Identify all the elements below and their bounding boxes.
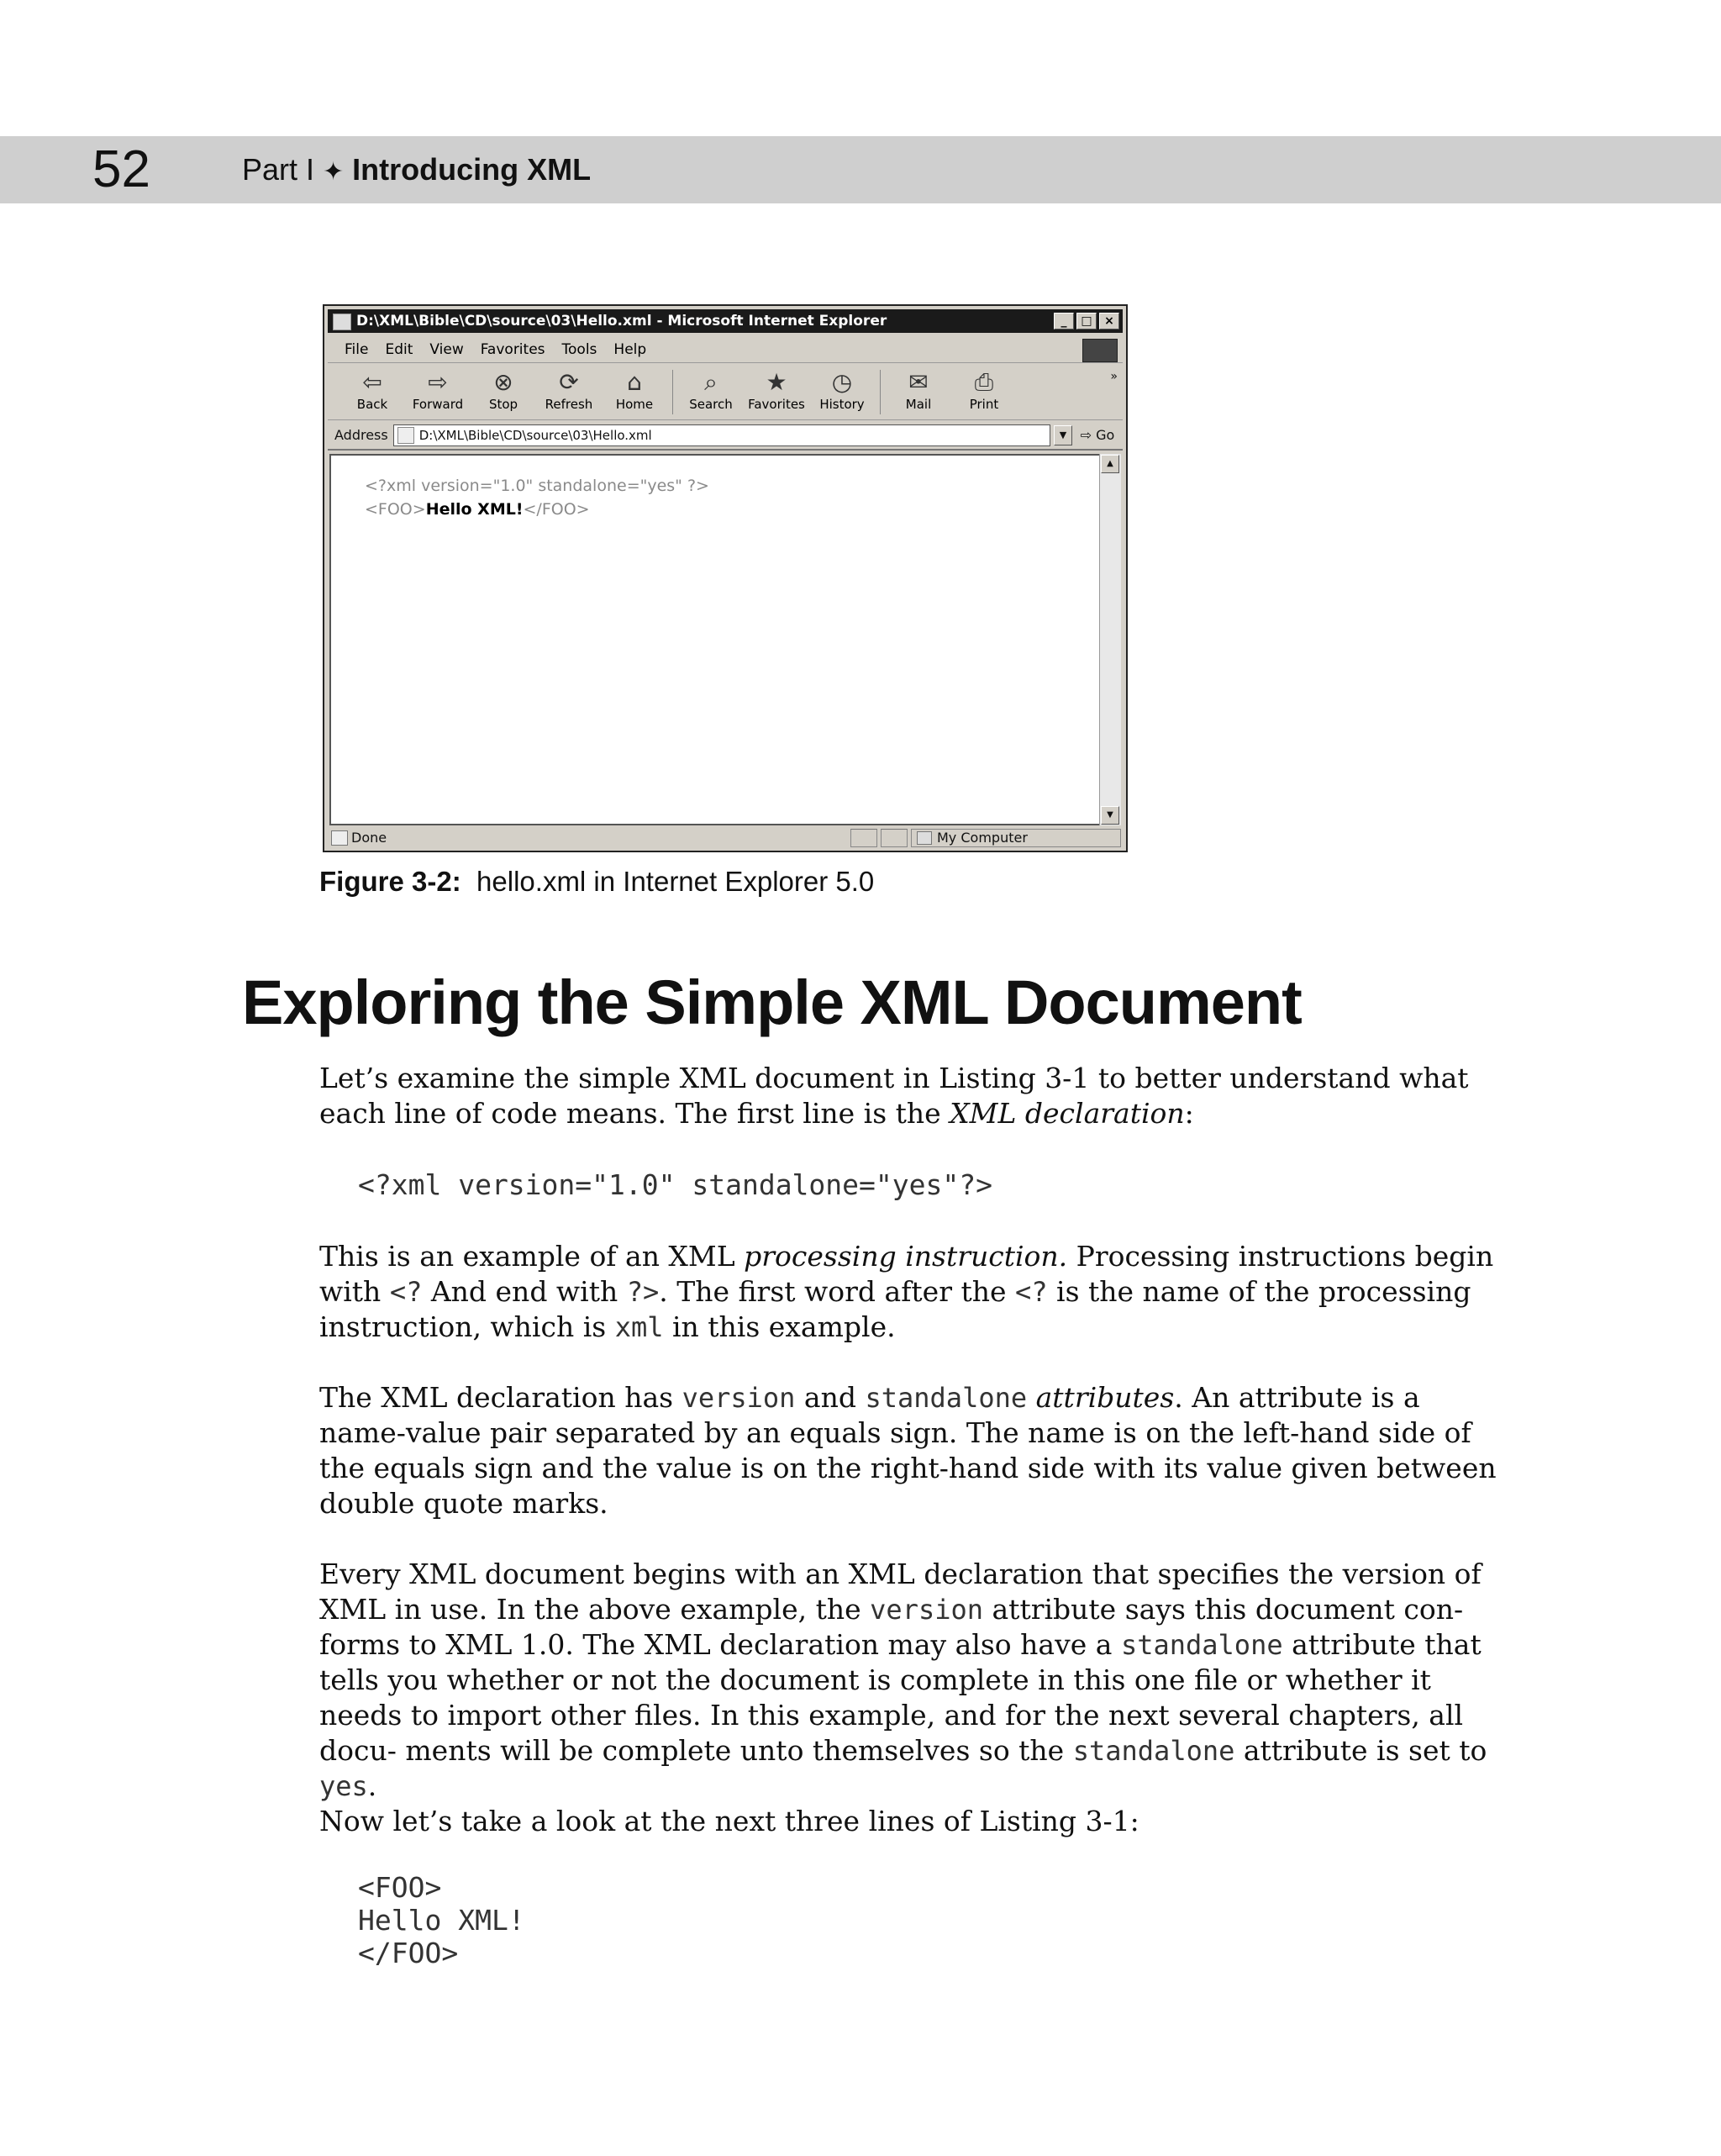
inline-code: yes	[319, 1770, 368, 1802]
chevron-down-icon[interactable]: ▼	[1054, 425, 1072, 445]
browser-window-figure	[323, 304, 1128, 852]
chevron-more-icon[interactable]: »	[1110, 370, 1118, 383]
close-icon[interactable]: ×	[1099, 313, 1119, 329]
home-icon: ⌂	[627, 368, 642, 396]
para1-emphasis: XML declaration	[950, 1097, 1185, 1130]
menu-favorites[interactable]: Favorites	[480, 341, 545, 358]
vertical-scrollbar[interactable]	[1099, 454, 1121, 825]
section-heading: Exploring the Simple XML Document	[242, 967, 1302, 1037]
paragraph-5: Now let’s take a look at the next three lines of Listing 3-1:	[319, 1805, 1139, 1837]
paragraph-2	[319, 1239, 1513, 1345]
para2-text: Processing instructions begin with	[319, 1240, 1494, 1308]
para4-text: attribute is set to	[1234, 1734, 1487, 1767]
go-button[interactable]	[1072, 421, 1123, 450]
standard-toolbar	[328, 365, 1123, 420]
page-icon	[397, 427, 414, 444]
paragraph-4	[319, 1557, 1513, 1804]
refresh-icon: ⟳	[559, 368, 579, 396]
print-label: Print	[969, 397, 999, 412]
toolbar-separator	[672, 370, 673, 414]
favorites-button[interactable]	[744, 365, 809, 419]
window-titlebar	[328, 309, 1123, 333]
diamond-separator-icon: ✦	[323, 158, 345, 186]
favorites-icon: ★	[766, 368, 787, 396]
page-done-icon	[331, 830, 348, 846]
foo-close-tag: </FOO>	[523, 500, 590, 519]
go-arrow-icon: ⇨	[1080, 427, 1092, 443]
para4-text: .	[367, 1769, 377, 1802]
favorites-label: Favorites	[748, 397, 805, 412]
address-value: D:\XML\Bible\CD\source\03\Hello.xml	[418, 428, 652, 443]
stop-icon: ⊗	[493, 368, 513, 396]
status-cell	[850, 829, 877, 847]
home-label: Home	[615, 397, 654, 412]
para1-text: Let’s examine the simple XML document in Listing 3-1 to better understand what each line of code means. The first line is the	[319, 1062, 1469, 1130]
print-button[interactable]	[951, 365, 1017, 419]
forward-arrow-icon: ⇨	[428, 368, 448, 396]
inline-code: ?>	[626, 1276, 660, 1308]
forward-button[interactable]	[405, 365, 471, 419]
security-zone	[911, 829, 1121, 847]
para2-text: in this example.	[663, 1310, 896, 1343]
back-arrow-icon: ⇦	[362, 368, 382, 396]
xml-declaration-line: <?xml version="1.0" standalone="yes" ?>	[365, 477, 709, 495]
menu-edit[interactable]: Edit	[385, 341, 413, 358]
mail-button[interactable]	[886, 365, 951, 419]
address-bar	[328, 422, 1123, 451]
forward-label: Forward	[412, 397, 464, 412]
code-line: Hello XML!	[358, 1904, 525, 1937]
paragraph-1	[319, 1061, 1513, 1131]
menu-view[interactable]: View	[429, 341, 464, 358]
code-line: </FOO>	[358, 1937, 459, 1969]
foo-open-tag: <FOO>	[365, 500, 426, 519]
search-icon: ⌕	[704, 368, 718, 396]
menu-tools[interactable]: Tools	[561, 341, 597, 358]
inline-code: xml	[614, 1311, 664, 1343]
windows-logo-icon	[1082, 339, 1118, 362]
para2-emphasis: processing instruction.	[744, 1240, 1068, 1273]
zone-label: My Computer	[937, 830, 1028, 846]
browser-content	[329, 454, 1099, 825]
page-number: 52	[92, 140, 150, 198]
back-label: Back	[356, 397, 388, 412]
search-label: Search	[689, 397, 733, 412]
paragraph-3	[319, 1380, 1513, 1521]
menu-help[interactable]: Help	[613, 341, 647, 358]
inline-code: version	[682, 1382, 796, 1414]
go-label: Go	[1096, 427, 1115, 443]
para3-text: . An attribute is a name-value pair separated by an equals sign. The name is on the left-hand side of the equals sign and the value is on the right-hand side with its value given between double quote marks.	[319, 1381, 1497, 1520]
para2-text: And end with	[422, 1275, 627, 1308]
refresh-button[interactable]	[536, 365, 602, 419]
foo-text: Hello XML!	[425, 500, 524, 519]
toolbar-separator	[880, 370, 881, 414]
maximize-icon[interactable]: □	[1076, 313, 1097, 329]
para3-emphasis: attributes	[1035, 1381, 1175, 1414]
menu-file[interactable]: File	[345, 341, 369, 358]
para4-text: attribute says this document con- forms to XML 1.0. The XML declaration may also have a	[319, 1593, 1464, 1661]
window-controls	[1054, 313, 1119, 329]
inline-code: standalone	[1120, 1629, 1283, 1661]
inline-code: <?	[389, 1276, 423, 1308]
status-bar	[328, 827, 1123, 849]
inline-code: standalone	[1072, 1735, 1235, 1767]
para4-text: attribute that tells you whether or not the document is complete in this one file or whether it needs to import other files. In this example, and for the next several chapters, all docu- ments will be complete unto themselves so the	[319, 1628, 1482, 1767]
window-title: D:\XML\Bible\CD\source\03\Hello.xml - Microsoft Internet Explorer	[356, 313, 887, 329]
refresh-label: Refresh	[545, 397, 593, 412]
para3-text: and	[795, 1381, 866, 1414]
status-cell	[881, 829, 908, 847]
stop-label: Stop	[488, 397, 518, 412]
figure-caption	[319, 866, 874, 898]
para1-end: :	[1184, 1097, 1194, 1130]
inline-code: <?	[1015, 1276, 1048, 1308]
status-text	[328, 827, 849, 849]
foo-element-line	[365, 498, 1099, 521]
part-label: Part I	[242, 152, 315, 187]
search-button[interactable]	[678, 365, 744, 419]
minimize-icon[interactable]: _	[1054, 313, 1074, 329]
code-xml-declaration: <?xml version="1.0" standalone="yes"?>	[358, 1168, 992, 1201]
ie-app-icon	[333, 314, 351, 330]
caption-text: hello.xml in Internet Explorer 5.0	[476, 866, 875, 897]
para2-text: is the name of the processing instruction, which is	[319, 1275, 1471, 1343]
computer-icon	[917, 831, 932, 845]
status-done: Done	[351, 830, 387, 846]
para4-text: Every XML document begins with an XML declaration that specifies the version of XML in use. In the above example, the	[319, 1558, 1482, 1626]
code-foo-element	[358, 1871, 525, 1969]
history-icon: ◷	[831, 368, 853, 396]
inline-code: standalone	[865, 1382, 1028, 1414]
scroll-down-icon[interactable]: ▼	[1101, 806, 1119, 825]
mail-icon: ✉	[908, 368, 929, 396]
home-button[interactable]	[602, 365, 667, 419]
scroll-up-icon[interactable]: ▲	[1101, 455, 1119, 473]
history-label: History	[819, 397, 865, 412]
caption-label: Figure 3-2:	[319, 866, 461, 897]
para3-text: The XML declaration has	[319, 1381, 682, 1414]
mail-label: Mail	[905, 397, 932, 412]
code-line: <FOO>	[358, 1871, 442, 1904]
inline-code: version	[870, 1594, 984, 1626]
print-icon: ⎙	[974, 368, 994, 396]
para2-text: . The first word after the	[659, 1275, 1015, 1308]
running-head	[242, 136, 591, 203]
stop-button[interactable]	[471, 365, 536, 419]
back-button[interactable]	[339, 365, 405, 419]
address-input[interactable]	[393, 424, 1050, 446]
section-label: Introducing XML	[352, 152, 592, 187]
history-button[interactable]	[809, 365, 875, 419]
para2-text: This is an example of an XML	[319, 1240, 745, 1273]
address-label: Address	[334, 427, 388, 443]
menu-bar	[328, 336, 1123, 363]
